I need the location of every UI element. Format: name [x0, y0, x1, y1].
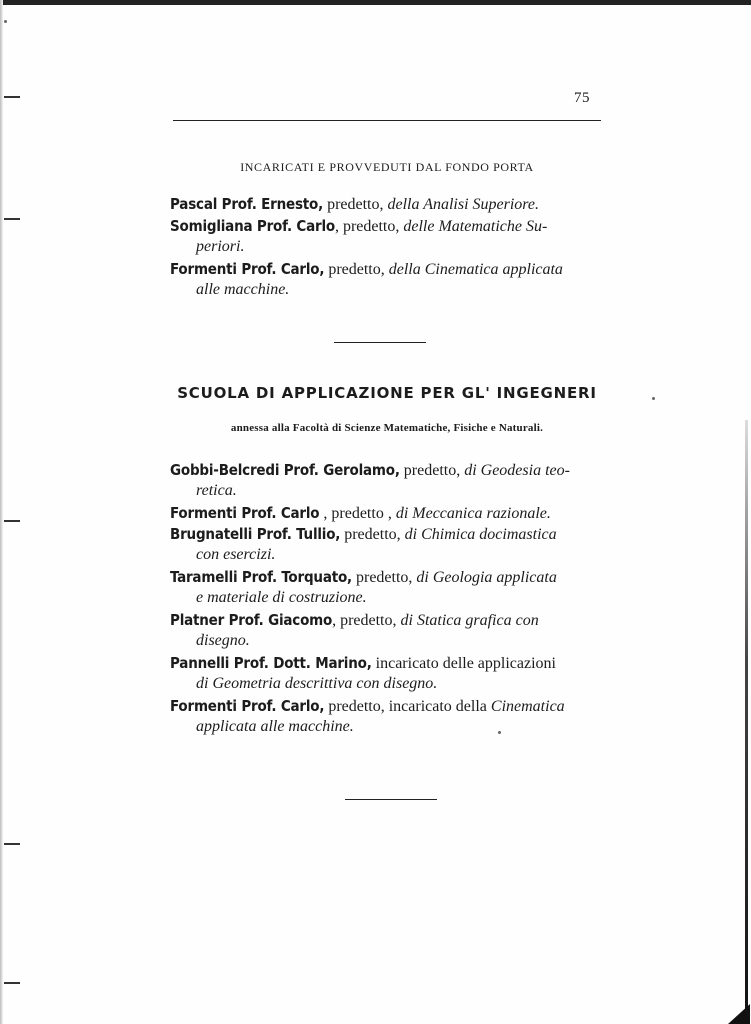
header-rule	[173, 120, 601, 121]
list-item	[170, 215, 610, 238]
entry-subject: della Cinematica applicata	[388, 261, 563, 278]
section-divider	[345, 799, 437, 800]
scan-speck	[652, 397, 655, 400]
entry-subject: di Statica grafica con	[400, 612, 539, 629]
list-item	[170, 523, 610, 546]
list-item	[170, 459, 610, 482]
entry-subject: della Analisi Superiore.	[387, 196, 540, 213]
entry-name: Platner Prof. Giacomo	[170, 611, 333, 629]
entry-role: predetto,	[351, 569, 417, 586]
school-title: SCUOLA DI APPLICAZIONE PER GL' INGEGNERI	[177, 384, 597, 402]
entry-continuation: alle macchine.	[196, 281, 290, 298]
entry-continuation: periori.	[196, 238, 245, 255]
entry-subject: di Meccanica razionale.	[395, 505, 551, 522]
margin-tick	[4, 982, 20, 984]
entry-continuation: retica.	[196, 482, 237, 499]
entry-continuation: disegno.	[196, 632, 250, 649]
entry-continuation: di Geometria descrittiva con disegno.	[196, 675, 438, 692]
entry-subject: di Chimica docimastica	[404, 526, 557, 543]
entry-role: predetto,	[323, 196, 388, 213]
scan-top-edge	[0, 0, 751, 5]
scan-left-edge	[0, 0, 3, 1024]
school-subtitle: annessa alla Facoltà di Scienze Matematiche, Fisiche e Naturali.	[230, 422, 544, 434]
scan-right-edge	[745, 420, 748, 1020]
entry-role: incaricato delle applicazioni	[371, 655, 556, 672]
list-item	[170, 695, 610, 718]
list-item	[170, 566, 610, 589]
entry-continuation: con esercizi.	[196, 546, 276, 563]
list-item	[170, 652, 610, 675]
entry-name: Formenti Prof. Carlo,	[170, 697, 325, 715]
margin-tick	[4, 520, 20, 522]
entry-name: Brugnatelli Prof. Tullio,	[170, 525, 341, 543]
entry-name: Taramelli Prof. Torquato,	[170, 568, 352, 586]
entry-role: predetto,	[324, 261, 389, 278]
scan-speck	[4, 20, 7, 23]
scan-speck	[498, 731, 501, 734]
entry-continuation: applicata alle macchine.	[196, 718, 354, 735]
scan-corner-mark	[728, 1004, 750, 1024]
entry-name: Somigliana Prof. Carlo	[170, 217, 335, 235]
list-item	[170, 258, 610, 281]
entry-name: Formenti Prof. Carlo	[170, 504, 320, 522]
entry-subject: di Geodesia teo-	[464, 462, 570, 479]
entry-role: predetto, incaricato della	[324, 698, 491, 715]
entry-name: Gobbi-Belcredi Prof. Gerolamo,	[170, 461, 400, 479]
entry-role: predetto,	[340, 526, 405, 543]
entry-subject: Cinematica	[490, 698, 565, 715]
list-item	[170, 609, 610, 632]
page-number: 75	[574, 90, 590, 106]
list-item	[170, 502, 610, 525]
entry-name: Pascal Prof. Ernesto,	[170, 195, 324, 213]
list-item	[170, 193, 610, 216]
entry-role: , predetto,	[332, 612, 401, 629]
entry-subject: di Geologia applicata	[416, 569, 557, 586]
margin-tick	[4, 843, 20, 845]
section-title: INCARICATI E PROVVEDUTI DAL FONDO PORTA	[240, 160, 534, 174]
entry-role: predetto,	[399, 462, 465, 479]
entry-name: Formenti Prof. Carlo,	[170, 260, 325, 278]
entry-name: Pannelli Prof. Dott. Marino,	[170, 654, 372, 672]
margin-tick	[4, 218, 20, 220]
entry-role: , predetto,	[334, 218, 404, 235]
entry-continuation: e materiale di costruzione.	[196, 589, 367, 606]
margin-tick	[4, 96, 20, 98]
entry-role: , predetto ,	[319, 505, 396, 522]
entry-subject: delle Matematiche Su-	[403, 218, 548, 235]
section-divider	[334, 342, 426, 343]
